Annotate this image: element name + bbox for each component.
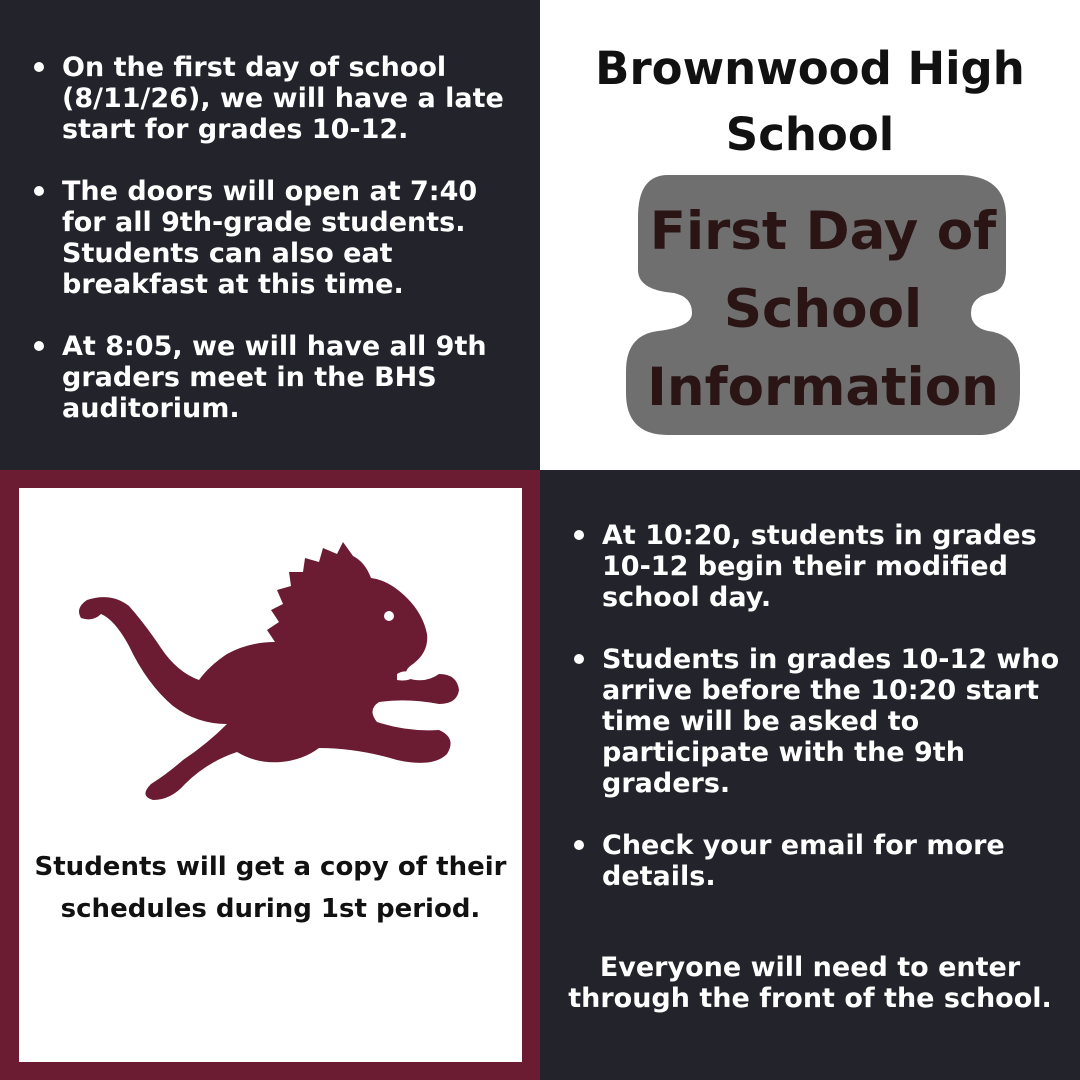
title-panel: [540, 0, 1080, 470]
list-item: At 8:05, we will have all 9th graders meet in the BHS auditorium.: [30, 331, 530, 424]
list-item: Check your email for more details.: [570, 830, 1075, 892]
lion-mascot-icon: [67, 534, 467, 804]
list-item: The doors will open at 7:40 for all 9th-grade students. Students can also eat breakfast at this time.: [30, 176, 530, 300]
schedule-note: Students will get a copy of their schedules during 1st period.: [34, 852, 507, 924]
school-name-heading: Brownwood High School: [595, 42, 1025, 161]
title-badge: [626, 175, 1020, 435]
badge-title: First Day of School Information: [647, 201, 999, 418]
grades-10-12-bullet-list: [570, 520, 1075, 923]
top-left-panel: [0, 0, 540, 470]
list-item: Students in grades 10-12 who arrive before the 10:20 start time will be asked to participate with the 9th graders.: [570, 644, 1075, 799]
entrance-note: Everyone will need to enter through the front of the school.: [568, 952, 1052, 1014]
first-day-bullet-list: [30, 52, 530, 455]
bottom-right-panel: [540, 470, 1080, 1080]
list-item: On the first day of school (8/11/26), we will have a late start for grades 10-12.: [30, 52, 530, 145]
mascot-panel: [0, 470, 540, 1080]
schedule-card: [19, 488, 522, 1062]
list-item: At 10:20, students in grades 10-12 begin their modified school day.: [570, 520, 1075, 613]
